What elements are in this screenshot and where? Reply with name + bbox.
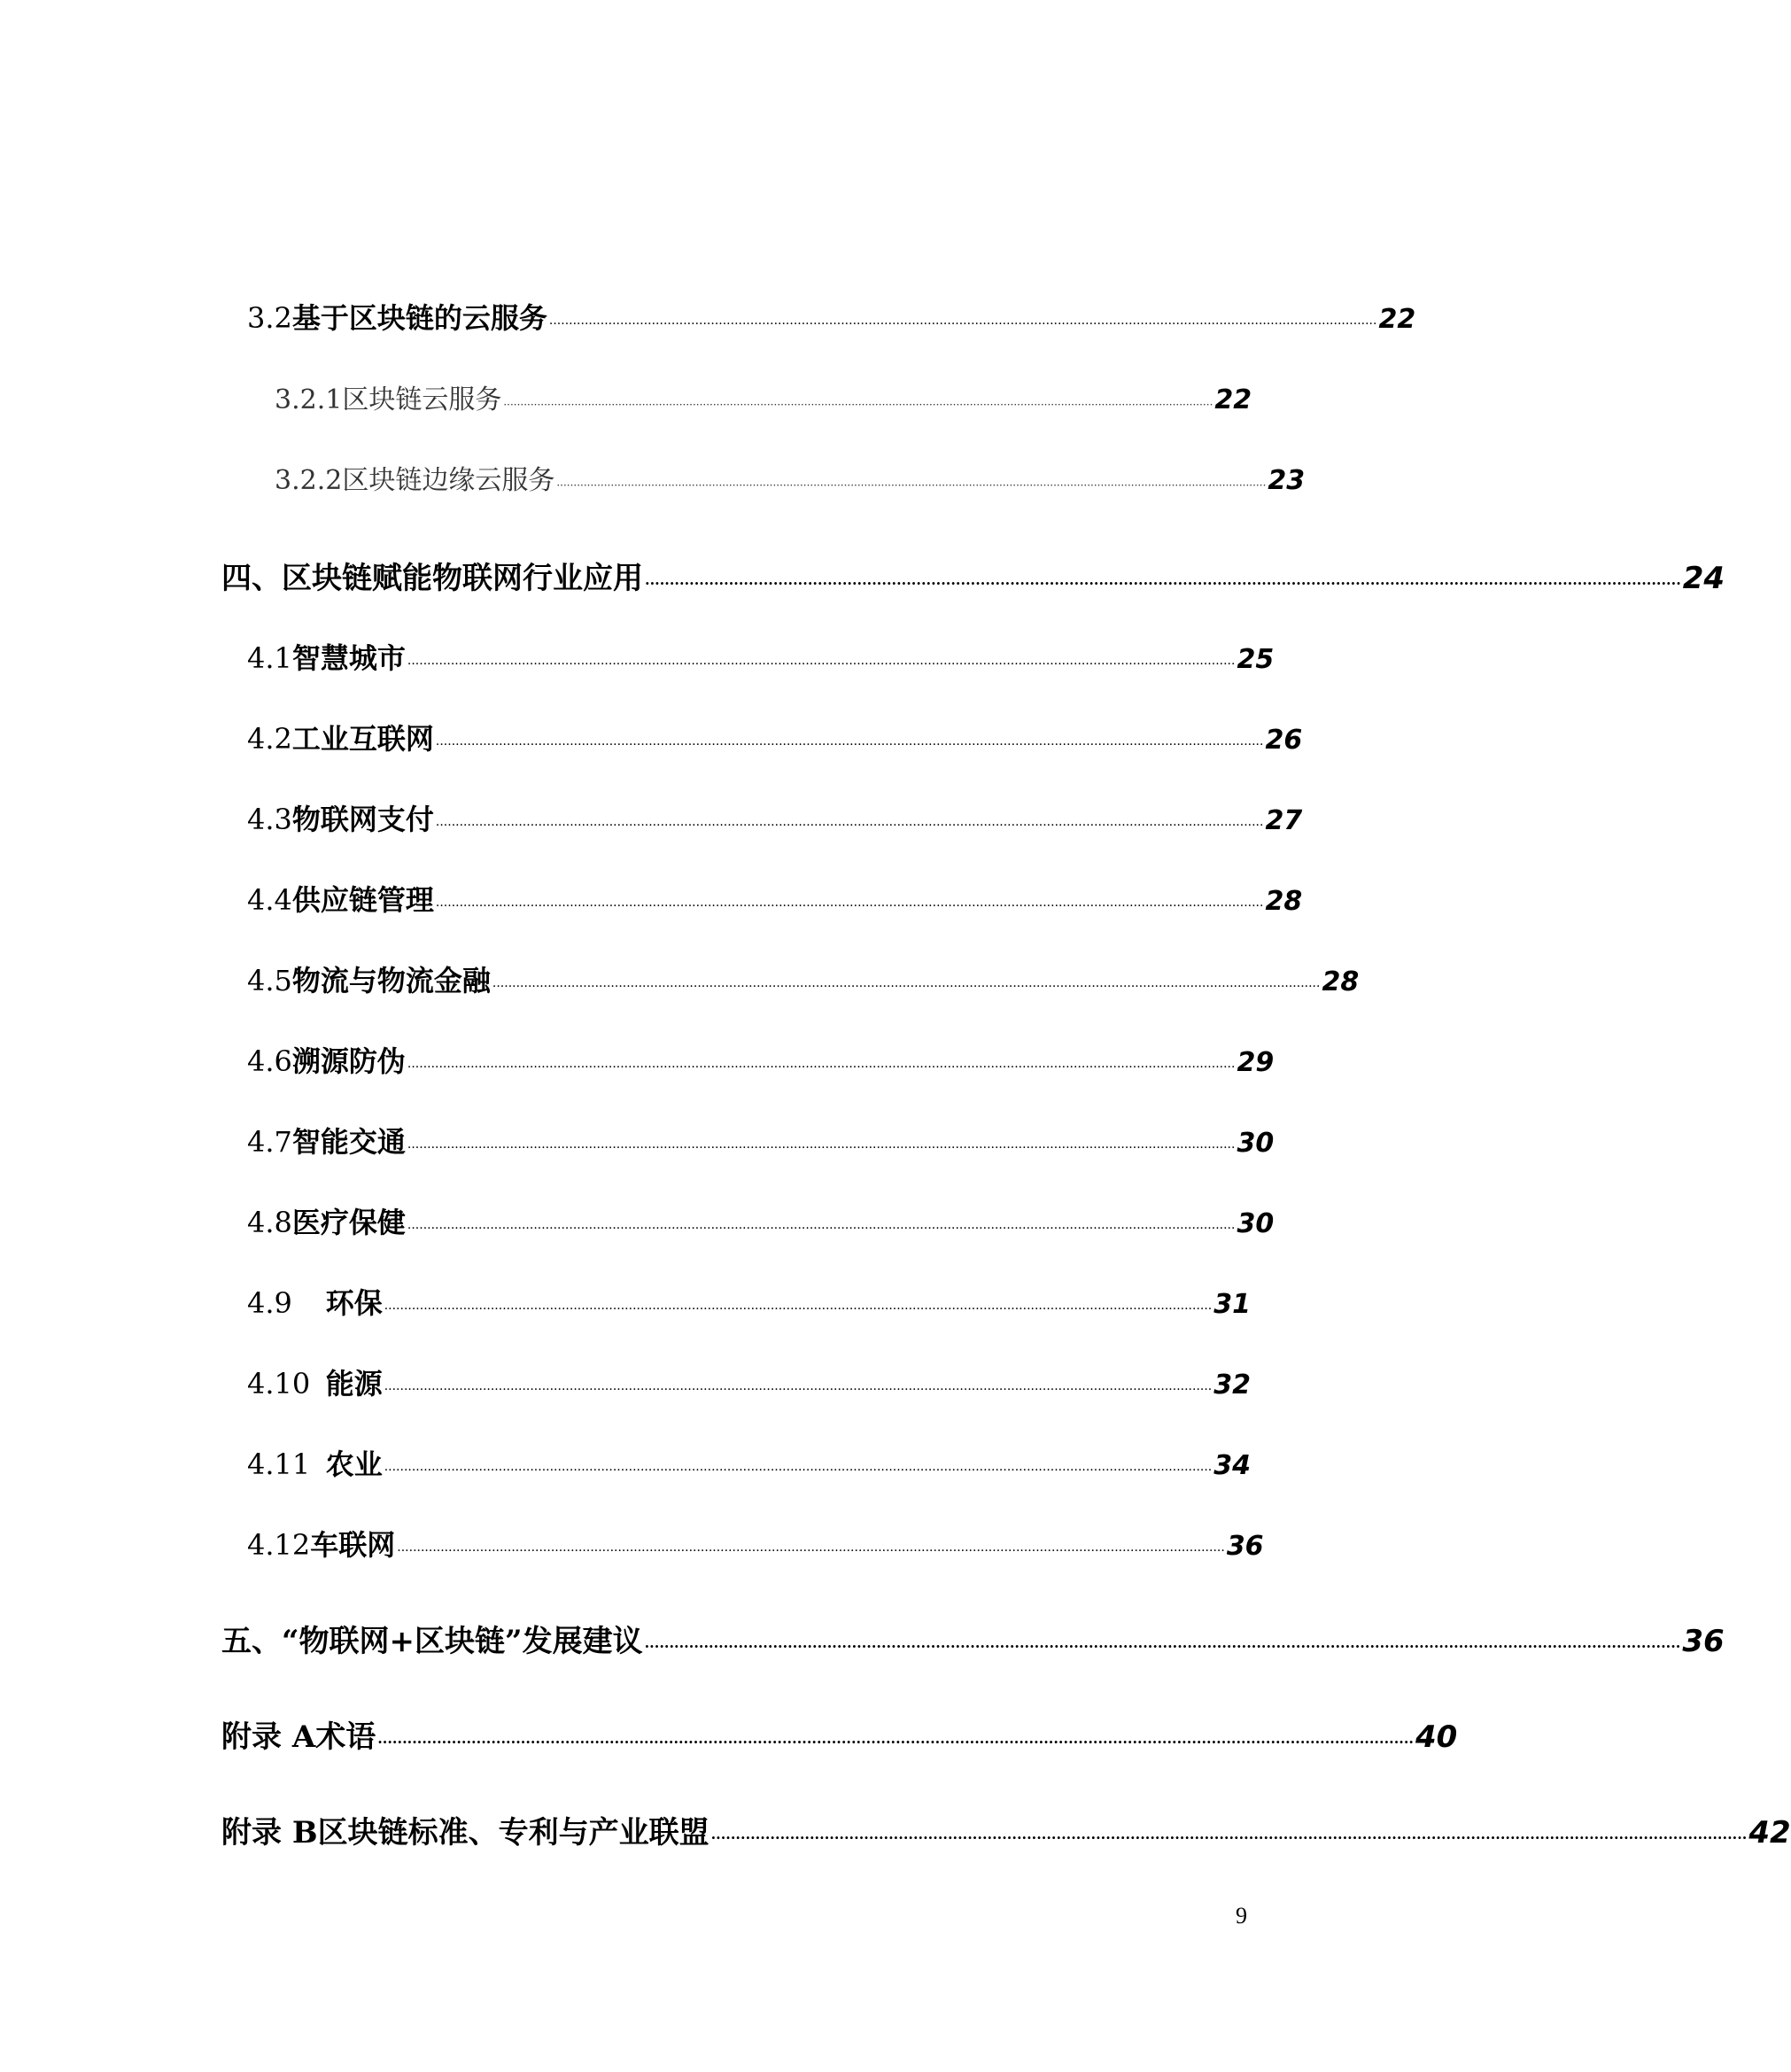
dot-leader: ··················································································································································································································: [644, 1638, 1681, 1655]
toc-page-number: 22: [1214, 384, 1252, 415]
toc-entry-4-11[interactable]: [247, 1442, 1251, 1483]
dot-leader: ··················································································································································································································: [492, 980, 1321, 994]
toc-number: 3.2.2: [275, 465, 343, 496]
toc-page-number: 30: [1237, 1128, 1275, 1159]
toc-entry-4-12[interactable]: [247, 1523, 1264, 1564]
toc-entry-3-2-2[interactable]: [275, 458, 1306, 497]
dot-leader: ··················································································································································································································: [407, 1060, 1236, 1075]
toc-number: 4.2: [247, 722, 292, 756]
toc-entry-4-1[interactable]: [247, 636, 1275, 677]
toc-page-number: 22: [1378, 304, 1416, 335]
toc-title: 环保: [325, 1286, 383, 1320]
toc-entry-4-10[interactable]: [247, 1362, 1251, 1402]
toc-entry-3-2[interactable]: [247, 296, 1416, 337]
toc-number: 4.9: [247, 1286, 292, 1320]
toc-page-number: 34: [1213, 1450, 1251, 1481]
toc-number: 附录 A: [221, 1719, 316, 1755]
dot-leader: ··················································································································································································································: [435, 738, 1264, 752]
toc-title: 农业: [325, 1447, 383, 1481]
toc-entry-chapter-4[interactable]: [221, 554, 1725, 597]
toc-title: 工业互联网: [291, 722, 434, 756]
dot-leader: ··················································································································································································································: [377, 1734, 1414, 1750]
toc-number: 4.8: [247, 1206, 292, 1239]
page-number: 9: [1236, 1903, 1247, 1928]
toc-entry-4-4[interactable]: [247, 878, 1303, 919]
toc-title: 四、区块链赋能物联网行业应用: [221, 561, 643, 596]
toc-entry-3-2-1[interactable]: [275, 377, 1251, 416]
toc-page-number: 30: [1237, 1208, 1275, 1239]
toc-page-number: 40: [1415, 1719, 1458, 1755]
toc-page-number: 23: [1268, 465, 1306, 496]
toc-title: 智慧城市: [291, 641, 406, 675]
toc-title: 物联网支付: [291, 803, 434, 836]
toc-page-number: 27: [1265, 805, 1303, 836]
toc-number: 4.7: [247, 1125, 292, 1159]
dot-leader: ··················································································································································································································: [435, 899, 1264, 913]
toc-entry-4-2[interactable]: [247, 717, 1303, 757]
toc-number: 4.4: [247, 883, 292, 917]
toc-title: 基于区块链的云服务: [291, 301, 547, 335]
toc-title: 区块链标准、专利与产业联盟: [317, 1815, 709, 1851]
toc-number: 附录 B: [221, 1815, 318, 1851]
dot-leader: ··················································································································································································································: [710, 1829, 1748, 1846]
dot-leader: ··················································································································································································································: [397, 1544, 1225, 1558]
toc-page-number: 42: [1748, 1815, 1791, 1851]
dot-leader: ··················································································································································································································: [407, 1141, 1236, 1155]
toc-entry-appendix-b[interactable]: [221, 1808, 1791, 1851]
toc-entry-4-7[interactable]: [247, 1120, 1275, 1160]
toc-page-number: 24: [1682, 561, 1725, 596]
toc-title: 医疗保健: [291, 1206, 406, 1239]
toc-title: 物流与物流金融: [291, 964, 491, 997]
dot-leader: ··················································································································································································································: [407, 1222, 1236, 1236]
toc-number: 4.1: [247, 641, 292, 675]
dot-leader: ··················································································································································································································: [384, 1383, 1213, 1397]
dot-leader: ··················································································································································································································: [384, 1463, 1213, 1478]
toc-number: 4.3: [247, 803, 292, 836]
dot-leader: ··················································································································································································································: [435, 819, 1264, 833]
toc-number: 3.2.1: [275, 384, 343, 415]
toc-page-number: 32: [1213, 1370, 1251, 1401]
toc-number: 3.2: [247, 301, 292, 335]
toc-entry-4-8[interactable]: [247, 1200, 1275, 1241]
toc-entry-4-9[interactable]: [247, 1281, 1251, 1322]
toc-title: 智能交通: [291, 1125, 406, 1159]
toc-page-number: 26: [1265, 725, 1303, 756]
toc-page-number: 25: [1237, 644, 1275, 675]
toc-page-number: 31: [1213, 1289, 1251, 1320]
toc-title: 术语: [315, 1719, 376, 1755]
toc-number: 4.11: [247, 1447, 311, 1481]
dot-leader: ··················································································································································································································: [556, 479, 1267, 492]
dot-leader: ··················································································································································································································: [645, 575, 1681, 592]
toc-title: 溯源防伪: [291, 1044, 406, 1078]
toc-entry-4-6[interactable]: [247, 1039, 1275, 1080]
toc-number: 4.6: [247, 1044, 292, 1078]
toc-entry-4-5[interactable]: [247, 958, 1360, 999]
dot-leader: ··················································································································································································································: [503, 399, 1213, 411]
toc-entry-4-3[interactable]: [247, 797, 1303, 838]
toc-page-number: 36: [1682, 1624, 1725, 1659]
toc-page-number: 28: [1322, 966, 1360, 997]
dot-leader: ··················································································································································································································: [548, 317, 1377, 331]
toc-page-number: 29: [1237, 1047, 1275, 1078]
toc-title: 区块链云服务: [342, 384, 502, 415]
toc-entry-appendix-a[interactable]: [221, 1712, 1458, 1756]
toc-number: 4.12: [247, 1528, 311, 1562]
toc-number: 4.10: [247, 1367, 311, 1401]
toc-title: 区块链边缘云服务: [342, 465, 555, 496]
toc-page-number: 36: [1226, 1531, 1264, 1562]
toc-page-number: 28: [1265, 886, 1303, 917]
toc-title: 五、“物联网+区块链”发展建议: [221, 1624, 643, 1659]
toc-title: 车联网: [310, 1528, 396, 1562]
dot-leader: ··················································································································································································································: [407, 657, 1236, 671]
toc-title: 供应链管理: [291, 883, 434, 917]
toc-entry-chapter-5[interactable]: [221, 1617, 1725, 1660]
dot-leader: ··················································································································································································································: [384, 1302, 1213, 1316]
toc-title: 能源: [325, 1367, 383, 1401]
toc-number: 4.5: [247, 964, 292, 997]
